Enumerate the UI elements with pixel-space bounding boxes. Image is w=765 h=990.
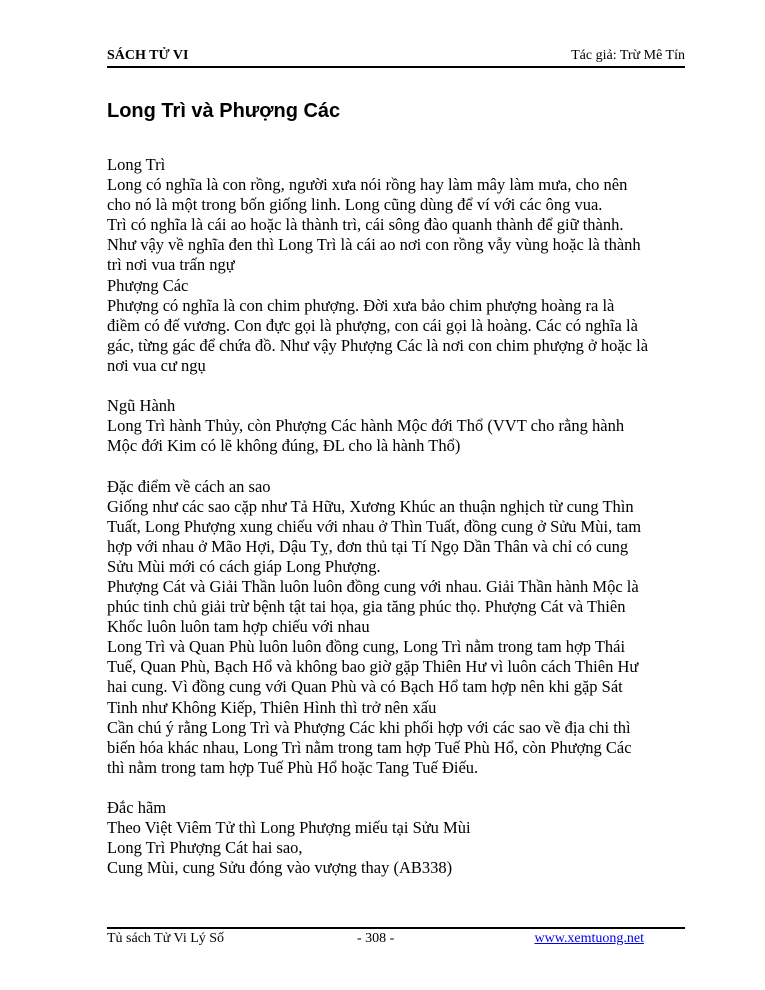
text-line: Cần chú ý rằng Long Trì và Phượng Các khi phối hợp với các sao về địa chi thì bbox=[107, 717, 631, 737]
text-line: hai cung. Vì đồng cung với Quan Phù và có Bạch Hổ tam hợp nên khi gặp Sát bbox=[107, 677, 623, 697]
text-line: biến hóa khác nhau, Long Trì nằm trong tam hợp Tuế Phù Hổ, còn Phượng Các bbox=[107, 737, 632, 757]
text-line: Tinh như Không Kiếp, Thiên Hình thì trở nên xấu bbox=[107, 697, 437, 717]
text-line: thì nằm trong tam hợp Tuế Phù Hổ hoặc Tang Tuế Điếu. bbox=[107, 757, 479, 777]
text-line: Theo Việt Viêm Tử thì Long Phượng miếu tại Sửu Mùi bbox=[107, 818, 471, 838]
text-line: trì nơi vua trấn ngự bbox=[107, 255, 235, 275]
blank-line bbox=[107, 456, 697, 476]
text-line: Ngũ Hành bbox=[107, 396, 176, 416]
book-title: SÁCH TỬ VI bbox=[107, 48, 189, 63]
text-line: Trì có nghĩa là cái ao hoặc là thành trì, cái sông đào quanh thành để giữ thành. bbox=[107, 215, 624, 235]
text-line: Khốc luôn luôn tam hợp chiếu với nhau bbox=[107, 617, 370, 637]
website-link[interactable]: www.xemtuong.net bbox=[534, 931, 644, 946]
text-line: Tuất, Long Phượng xung chiếu với nhau ở Thìn Tuất, đồng cung ở Sửu Mùi, tam bbox=[107, 516, 642, 536]
page-number: - 308 - bbox=[357, 931, 395, 946]
footer-series: Tủ sách Tử Vi Lý Số bbox=[107, 931, 225, 946]
text-line: Đặc điểm về cách an sao bbox=[107, 476, 271, 496]
text-line: Sửu Mùi mới có cách giáp Long Phượng. bbox=[107, 556, 381, 576]
text-line: Tuế, Quan Phù, Bạch Hổ và không bao giờ gặp Thiên Hư vì luôn cách Thiên Hư bbox=[107, 657, 639, 677]
text-line: Cung Mùi, cung Sửu đóng vào vượng thay (AB338) bbox=[107, 858, 453, 878]
text-line: Phượng Các bbox=[107, 275, 189, 295]
text-line: Giống như các sao cặp như Tả Hữu, Xương Khúc an thuận nghịch từ cung Thìn bbox=[107, 496, 634, 516]
text-line: Phượng có nghĩa là con chim phượng. Đời xưa bảo chim phượng hoàng ra là bbox=[107, 295, 615, 315]
text-line: nơi vua cư ngụ bbox=[107, 355, 206, 375]
text-line: Long Trì và Quan Phù luôn luôn đồng cung, Long Trì nằm trong tam hợp Thái bbox=[107, 637, 626, 657]
text-line: Đắc hãm bbox=[107, 798, 167, 817]
body-text bbox=[107, 155, 697, 878]
section-title: Long Trì và Phượng Các bbox=[107, 100, 341, 122]
text-line: hợp với nhau ở Mão Hợi, Dậu Tỵ, đơn thủ tại Tí Ngọ Dần Thân và chỉ có cung bbox=[107, 536, 629, 556]
text-line: gác, từng gác để chứa đồ. Như vậy Phượng Các là nơi con chim phượng ở hoặc là bbox=[107, 335, 649, 355]
text-line: Mộc đới Kim có lẽ không đúng, ĐL cho là hành Thổ) bbox=[107, 436, 461, 456]
text-line: điềm có đế vương. Con đực gọi là phượng, con cái gọi là hoàng. Các có nghĩa là bbox=[107, 315, 638, 335]
text-line: Long có nghĩa là con rồng, người xưa nói rồng hay làm mây làm mưa, cho nên bbox=[107, 175, 628, 195]
page-header bbox=[107, 46, 685, 68]
text-line: Như vậy về nghĩa đen thì Long Trì là cái ao nơi con rồng vẫy vùng hoặc là thành bbox=[107, 235, 641, 255]
page-footer bbox=[107, 927, 685, 951]
text-line: Long Trì hành Thủy, còn Phượng Các hành Mộc đới Thổ (VVT cho rằng hành bbox=[107, 416, 625, 436]
text-line: Long Trì bbox=[107, 155, 166, 174]
blank-line bbox=[107, 778, 697, 798]
text-line: Long Trì Phượng Cát hai sao, bbox=[107, 838, 303, 858]
author-label: Tác giả: Trừ Mê Tín bbox=[571, 48, 685, 63]
text-line: Phượng Cát và Giải Thần luôn luôn đồng cung với nhau. Giải Thần hành Mộc là bbox=[107, 576, 639, 596]
text-line: cho nó là một trong bốn giống linh. Long cũng dùng để ví với các ông vua. bbox=[107, 195, 603, 215]
blank-line bbox=[107, 376, 697, 396]
text-line: phúc tinh chủ giải trừ bệnh tật tai họa, gia tăng phúc thọ. Phượng Cát và Thiên bbox=[107, 597, 626, 617]
